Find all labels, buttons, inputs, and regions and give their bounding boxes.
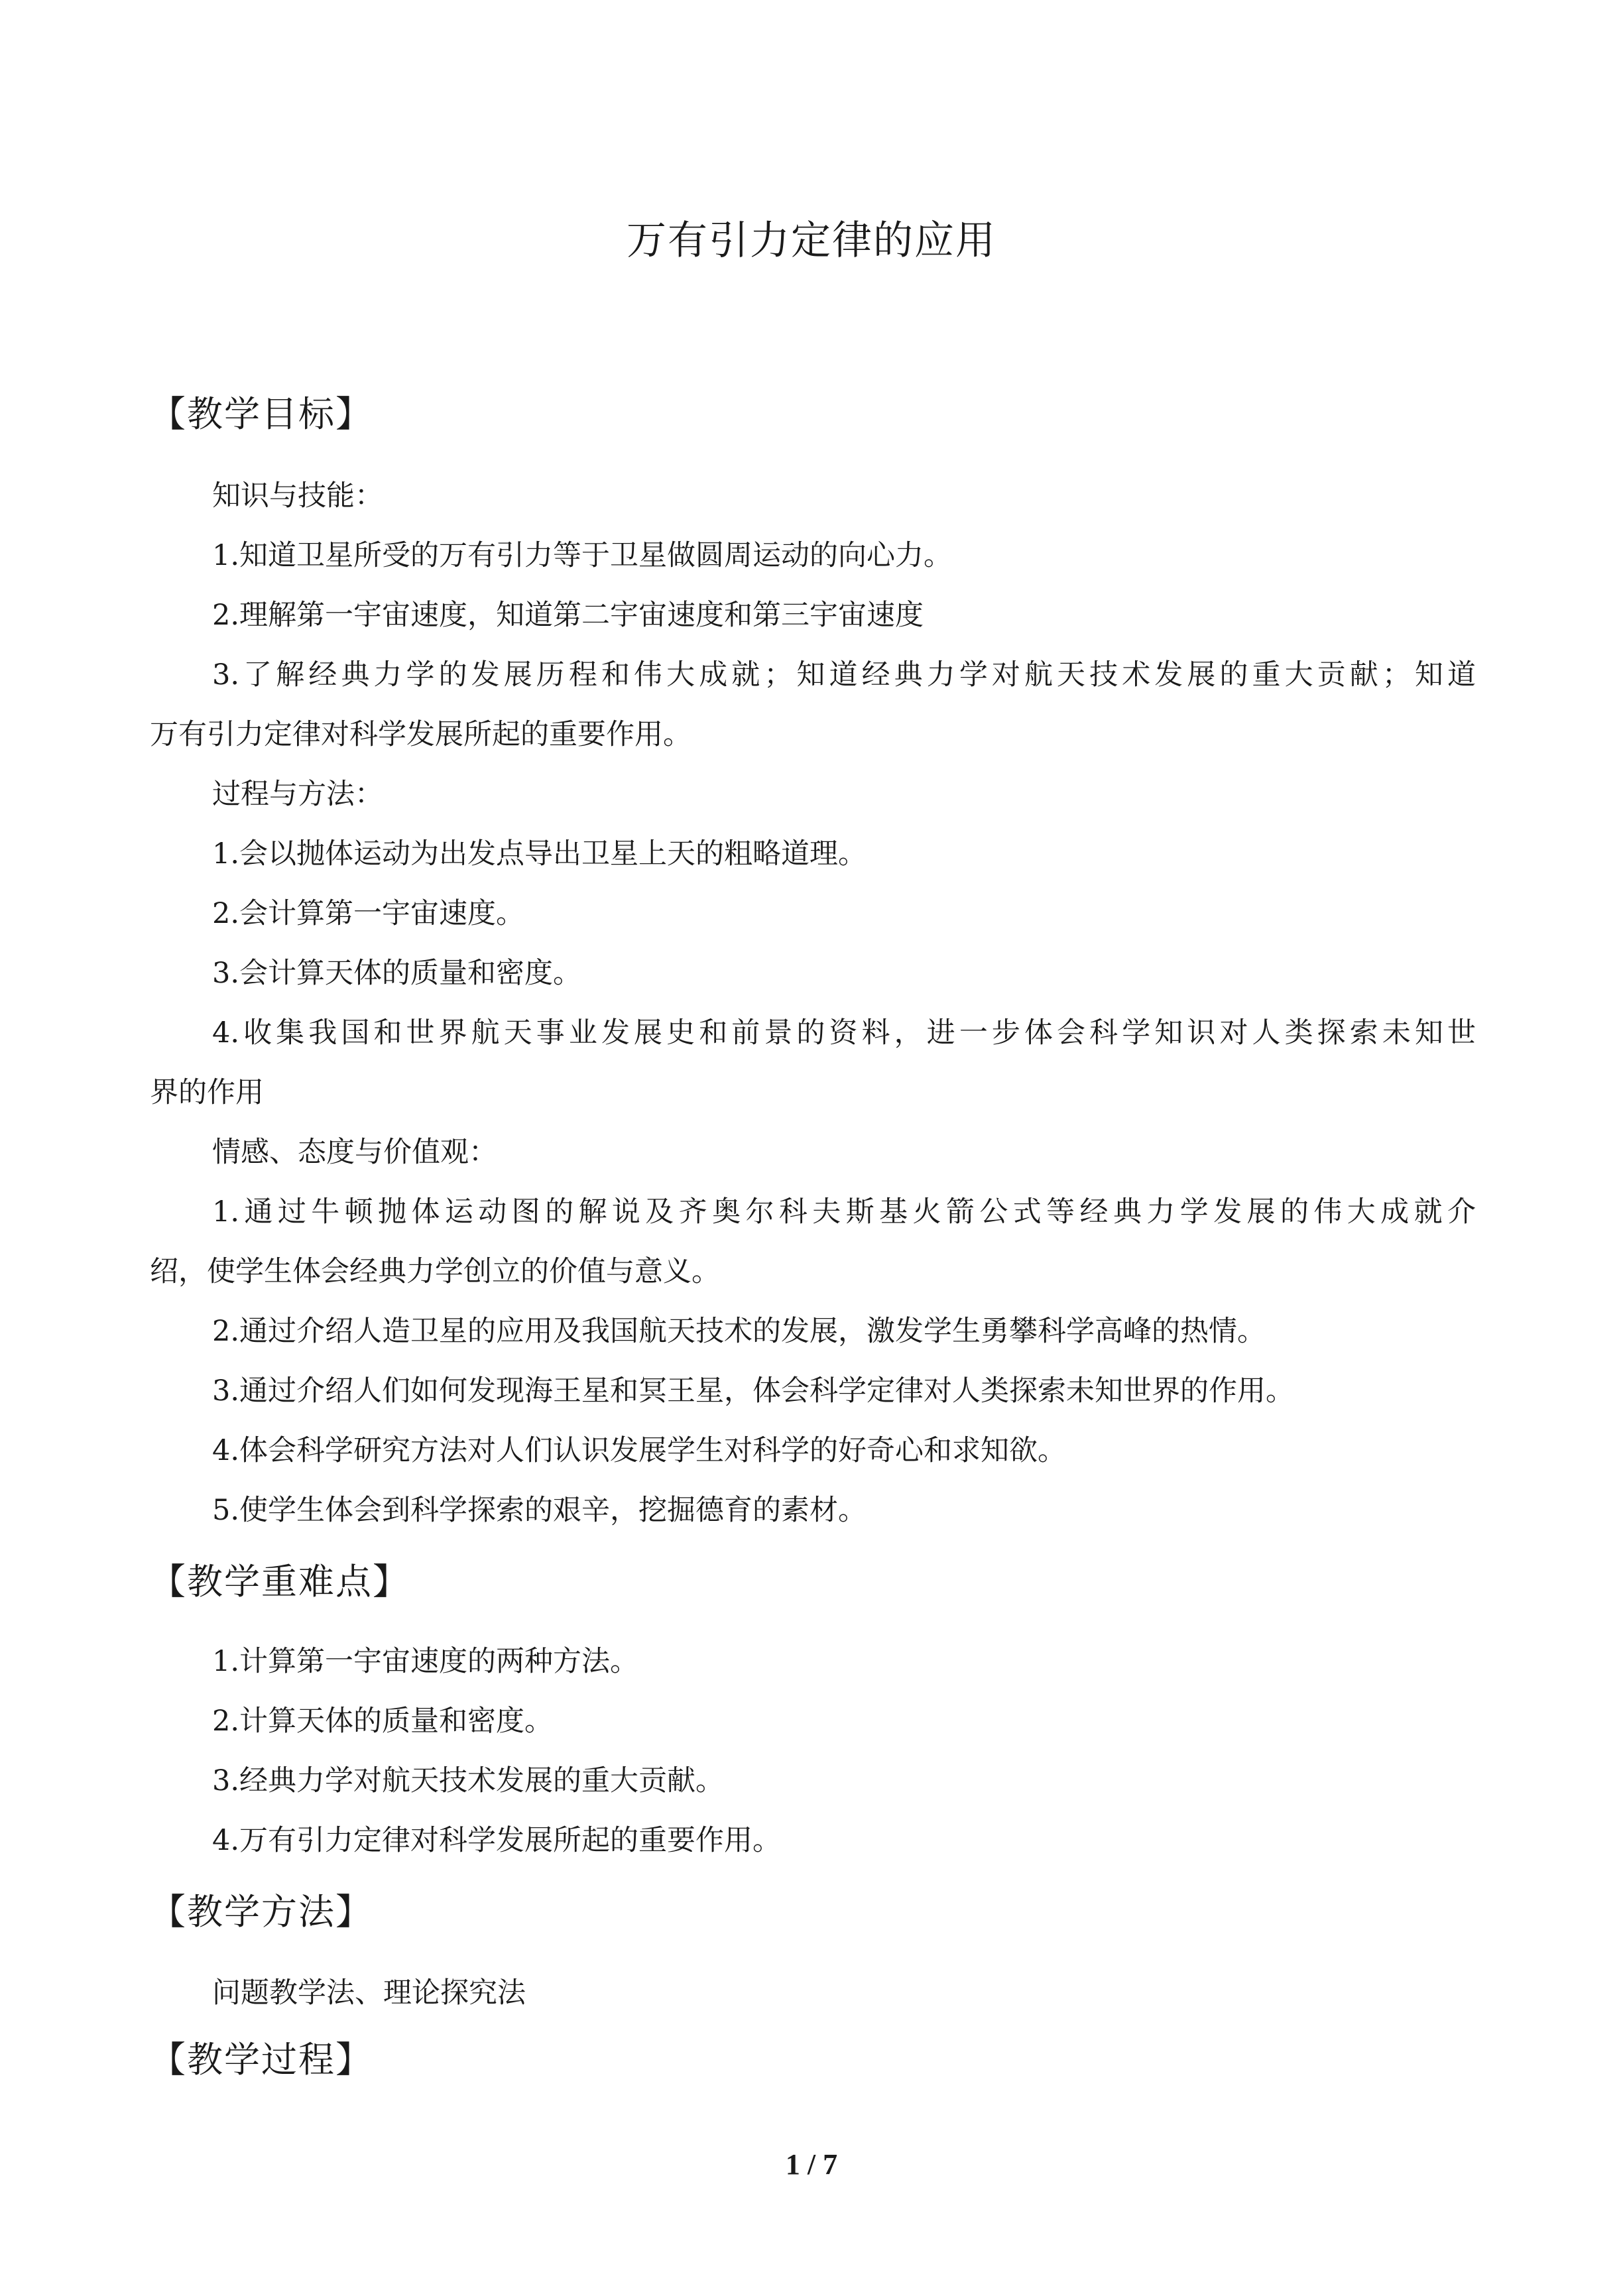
key-point-1: 1.计算第一宇宙速度的两种方法。	[212, 1645, 639, 1678]
section-heading-methods: 【教学方法】	[150, 1891, 373, 1933]
process-item-3: 3.会计算天体的质量和密度。	[212, 957, 582, 990]
emotion-item-2: 2.通过介绍人造卫星的应用及我国航天技术的发展，激发学生勇攀科学高峰的热情。	[212, 1315, 1266, 1348]
document-title: 万有引力定律的应用	[627, 217, 996, 264]
emotion-item-5: 5.使学生体会到科学探索的艰辛，挖掘德育的素材。	[212, 1494, 867, 1527]
key-point-3: 3.经典力学对航天技术发展的重大贡献。	[212, 1764, 725, 1797]
knowledge-item-3-line-2: 万有引力定律对科学发展所起的重要作用。	[150, 718, 691, 751]
process-item-1: 1.会以抛体运动为出发点导出卫星上天的粗略道理。	[212, 837, 867, 871]
page-number: 1 / 7	[785, 2148, 838, 2181]
knowledge-item-2: 2.理解第一宇宙速度，知道第二宇宙速度和第三宇宙速度	[212, 599, 924, 632]
key-point-4: 4.万有引力定律对科学发展所起的重要作用。	[212, 1824, 782, 1857]
section-heading-objectives: 【教学目标】	[150, 393, 373, 435]
process-methods-label: 过程与方法：	[212, 778, 383, 811]
emotion-item-1-line-2: 绍，使学生体会经典力学创立的价值与意义。	[150, 1255, 720, 1288]
emotion-values-label: 情感、态度与价值观：	[212, 1136, 497, 1169]
emotion-item-1-line-1: 1.通过牛顿抛体运动图的解说及齐奥尔科夫斯基火箭公式等经典力学发展的伟大成就介	[212, 1195, 1476, 1229]
emotion-item-3: 3.通过介绍人们如何发现海王星和冥王星，体会科学定律对人类探索未知世界的作用。	[212, 1374, 1295, 1408]
process-item-4-line-2: 界的作用	[150, 1076, 264, 1109]
emotion-item-4: 4.体会科学研究方法对人们认识发展学生对科学的好奇心和求知欲。	[212, 1434, 1067, 1467]
section-heading-process: 【教学过程】	[150, 2039, 373, 2081]
knowledge-item-1: 1.知道卫星所受的万有引力等于卫星做圆周运动的向心力。	[212, 539, 953, 572]
process-item-2: 2.会计算第一宇宙速度。	[212, 897, 525, 930]
knowledge-skills-label: 知识与技能：	[212, 479, 383, 513]
section-heading-key-points: 【教学重难点】	[150, 1561, 410, 1602]
knowledge-item-3-line-1: 3.了解经典力学的发展历程和伟大成就；知道经典力学对航天技术发展的重大贡献；知道	[212, 658, 1476, 692]
process-item-4-line-1: 4.收集我国和世界航天事业发展史和前景的资料，进一步体会科学知识对人类探索未知世	[212, 1016, 1476, 1050]
key-point-2: 2.计算天体的质量和密度。	[212, 1705, 554, 1738]
methods-text: 问题教学法、理论探究法	[212, 1976, 526, 2010]
